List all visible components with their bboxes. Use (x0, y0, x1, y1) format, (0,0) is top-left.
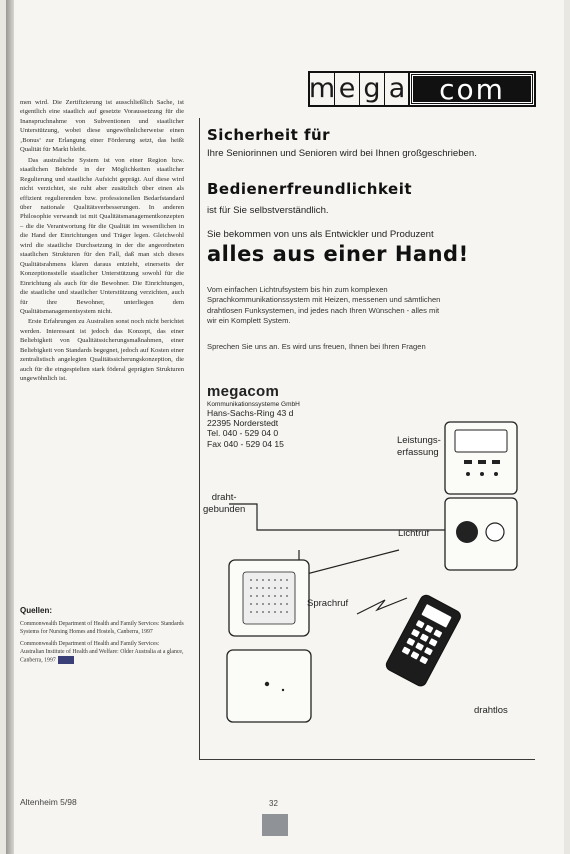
article-column (20, 98, 184, 385)
company-city: 22395 Norderstedt (207, 418, 279, 429)
company-street: Hans-Sachs-Ring 43 d (207, 408, 294, 418)
label-lichtruf: Lichtruf (398, 528, 430, 539)
wireless-transmitter (384, 593, 462, 688)
company-subtitle: Kommunikationssysteme GmbH (207, 401, 300, 408)
ad-body-2: ist für Sie selbstverständlich. (207, 205, 329, 216)
ad-headline-1: Sicherheit für (207, 126, 331, 144)
company-fax: Fax 040 - 529 04 15 (207, 438, 284, 449)
ad-big-headline: alles aus einer Hand! (207, 242, 469, 266)
end-marker-icon (58, 656, 74, 664)
wire-line-3 (299, 550, 399, 576)
color-tab (262, 814, 288, 836)
article-paragraph-3: Erste Erfahrungen zu Australien sonst noch nicht berichtet werden. Interessant ist jedoch das Konzept, das einer Beliebigkeit von Qualitätssicherungsmaßnahmen, einer Beliebigkeit von Standards begegnet, jedoch auf Kosten einer zentralistisch angelegten Qualitätssicherungskonzeption, die auch für die eingespielten stark föderal geprägten Strukturen ungewöhnlich ist. (20, 318, 184, 383)
article-paragraph-2: Das australische System ist von einer Region bzw. staatlichen Behörde in der Möglichkeiten staatlicher Regulierung und staatliche Aufsicht geprägt. Auf diese wird nicht verzichtet, sie ruht aber zusätzlich über einen als effizient regulierenden bzw. professionellen Bedarfstandard über nationale Qualitätsverbesserungen. In anderen Philosophie verwandt ist mit Qualitätsmanagementkonzepten – die die Verantwortung für die Qualität im wesentlichen in die Hand der Einrichtungen und Träger legen. Gleichwohl wird die staatliche Durchsetzung in der die angeordneten staatlichen Strukturen für den Fall, daß man sich dieses Qualitätsrahmens klaren daraus entzieht, einerseits der Konzeptionsstelle staatlicher Unterstützung sowohl für die Einrichtung als auch für die Bewohner. Die Einrichtungen, die staatliche und staatlicher Unterstützung verzichten, auch für ihre Bewohner, unterliegen dem Qualitätsmanagementsystem nicht. (20, 156, 184, 315)
label-draht: draht- (211, 492, 237, 503)
bed-call-unit (227, 650, 311, 722)
references (20, 620, 184, 669)
reference-1: Commonwealth Department of Health and Family Services: Standards Systems for Nursing Homes and Hostels, Canberra, 1997 (20, 621, 184, 636)
wireless-zigzag (357, 598, 407, 614)
leistungserfassung-unit (445, 422, 517, 494)
company-phone: Tel. 040 - 529 04 0 (207, 428, 279, 439)
label-drahtlos: drahtlos (474, 705, 508, 716)
logo-word: com (410, 73, 534, 105)
footer-page-number: 32 (269, 799, 278, 808)
ad-small-text-2: Sprechen Sie uns an. Es wird uns freuen, Ihnen bei Ihren Fragen (207, 342, 426, 351)
sources-title: Quellen: (20, 606, 53, 615)
sprachruf-unit (229, 560, 309, 636)
label-sprachruf: Sprachruf (307, 598, 349, 609)
logo-letter-g: g (360, 73, 385, 105)
ad-headline-2: Bedienerfreundlichkeit (207, 180, 413, 198)
scan-edge (6, 0, 14, 854)
reference-2-text: Commonwealth Department of Health and Family Services: Australian Institute of Health and Welfare: Older Australia at a glance, Canberra, 1997 (20, 641, 184, 664)
logo-letter-e: e (335, 73, 360, 105)
logo-letter-a: a (385, 73, 410, 105)
megacom-logo (308, 71, 536, 107)
label-drahtgebunden (203, 492, 245, 516)
company-name: megacom (207, 383, 280, 400)
ad-small-text-1: Vom einfachen Lichtrufsystem bis hin zum komplexen Sprachkommunikationssystem mit Heizen, messenen und sämtlichen drahtlosen Funksystemen, ind jedes nach Ihren Wünschen - alles mit wir ein Komplett System. (207, 285, 441, 325)
logo-letter-m: m (308, 73, 336, 104)
lichtruf-unit (445, 498, 517, 570)
label-erfassung: erfassung (397, 447, 439, 458)
label-gebunden: gebunden (203, 504, 246, 515)
label-leistungs: Leistungs- (397, 435, 441, 446)
label-leistungserfassung (397, 435, 441, 459)
footer-issue: Altenheim 5/98 (20, 797, 77, 807)
ad-body-1: Ihre Seniorinnen und Senioren wird bei Ihnen großgeschrieben. (207, 148, 477, 159)
ad-body-3: Sie bekommen von uns als Entwickler und Produzent (207, 229, 434, 240)
article-paragraph-1: men wird. Die Zertifizierung ist ausschließlich Sache, ist eigentlich eine staatlich auf gesetzte Voraussetzung für die Inanspruchnahme von Subventionen und staatlicher Unterstützung, wobei diese ungewöhnlicherweise einen ‚Bonus‘ zur Erlangung einer Förderung setzt, das heißt Qualität für Markt bleibt. (20, 99, 184, 154)
reference-2 (20, 640, 184, 665)
